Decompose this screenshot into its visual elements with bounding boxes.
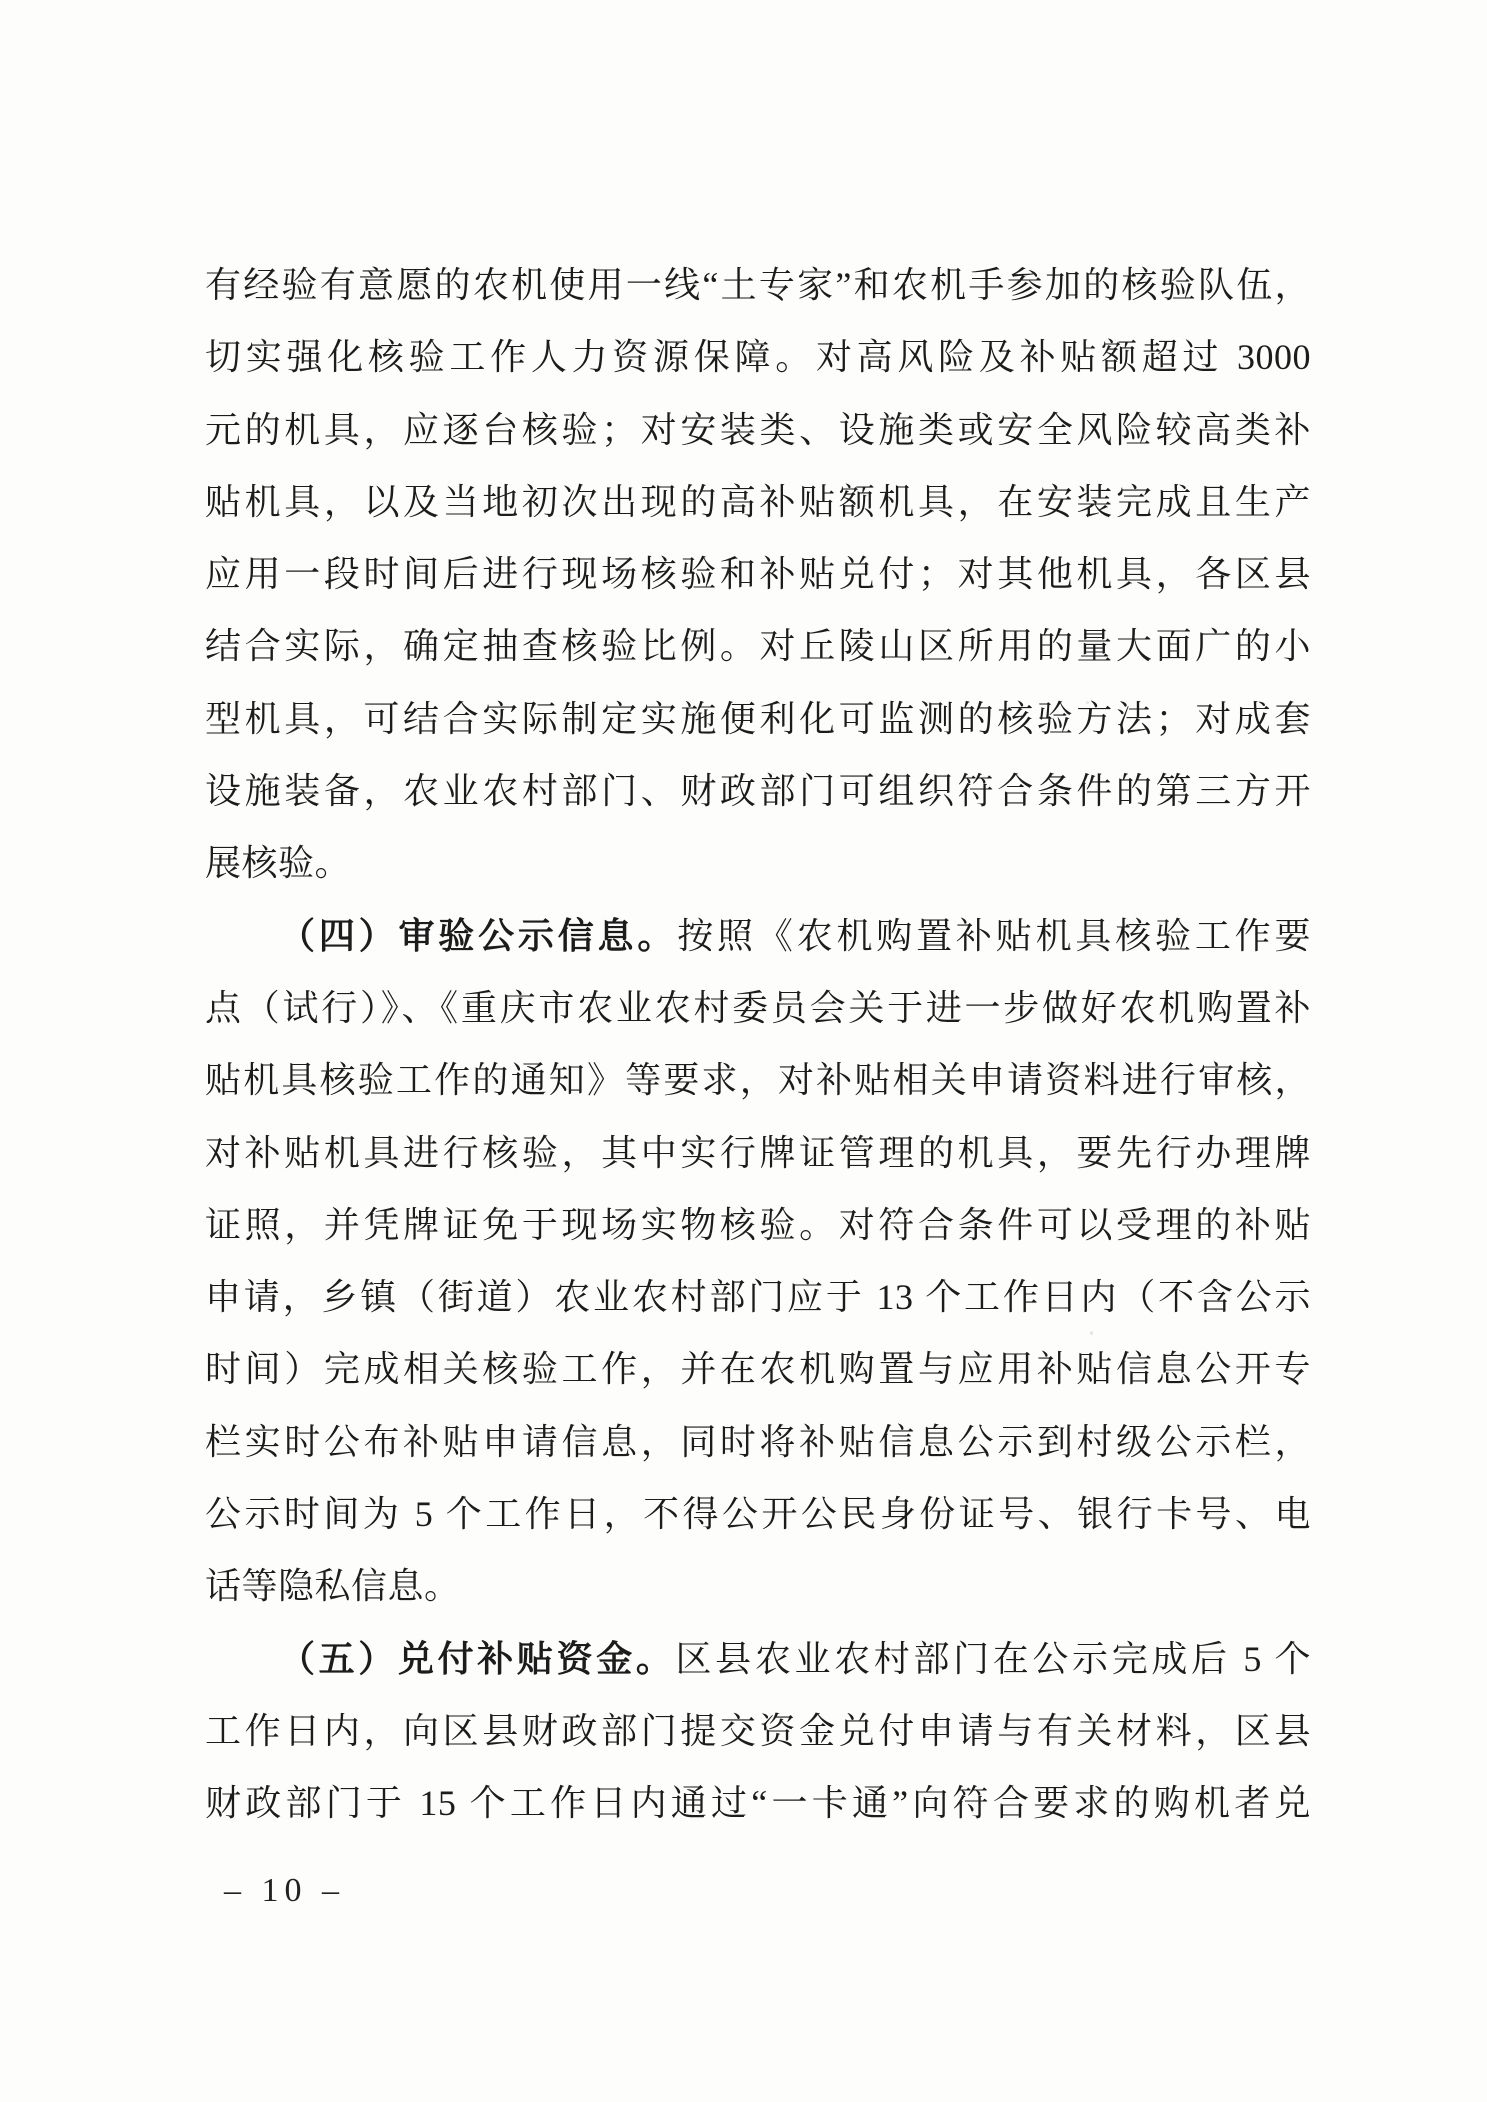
text-line [205,610,1311,682]
text-line [205,827,1311,899]
body-text: 栏实时公布补贴申请信息，同时将补贴信息公示到村级公示栏， [205,1421,1311,1462]
body-text: 型机具，可结合实际制定实施便利化可监测的核验方法；对成套 [205,698,1311,739]
text-line [205,1478,1311,1550]
scan-speck [1090,1331,1093,1335]
body-text: 话等隐私信息。 [205,1566,461,1607]
text-line [205,466,1311,538]
page-number: – 10 – [224,1872,345,1909]
text-line [205,1767,1311,1839]
text-line [205,1261,1311,1333]
section-heading-text: （五）兑付补贴资金。 [279,1638,676,1679]
body-text: 切实强化核验工作人力资源保障。对高风险及补贴额超过 3000 [205,337,1311,378]
body-text: 财政部门于 15 个工作日内通过“一卡通”向符合要求的购机者兑 [205,1783,1311,1824]
text-line [205,683,1311,755]
body-text: 贴机具核验工作的通知》等要求，对补贴相关申请资料进行审核， [205,1060,1311,1101]
body-text: 展核验。 [205,843,352,884]
body-text: 按照《农机购置补贴机具核验工作要 [677,915,1311,956]
text-line [205,1623,1311,1695]
body-text: 对补贴机具进行核验，其中实行牌证管理的机具，要先行办理牌 [205,1132,1311,1173]
text-line [205,394,1311,466]
text-line [205,1406,1311,1478]
body-text: 元的机具，应逐台核验；对安装类、设施类或安全风险较高类补 [205,409,1311,450]
body-text: 公示时间为 5 个工作日，不得公开公民身份证号、银行卡号、电 [205,1494,1311,1535]
section-heading-text: （四）审验公示信息。 [279,915,678,956]
text-line [205,755,1311,827]
text-block [205,249,1311,1840]
text-line [205,538,1311,610]
body-text: 时间）完成相关核验工作，并在农机购置与应用补贴信息公开专 [205,1349,1311,1390]
text-line [205,972,1311,1044]
text-line [205,1333,1311,1405]
text-line [205,1550,1311,1622]
body-text: 应用一段时间后进行现场核验和补贴兑付；对其他机具，各区县 [205,554,1311,595]
body-text: 工作日内，向区县财政部门提交资金兑付申请与有关材料，区县 [205,1710,1311,1751]
body-text: 结合实际，确定抽查核验比例。对丘陵山区所用的量大面广的小 [205,626,1311,667]
body-text: 点（试行）》、《重庆市农业农村委员会关于进一步做好农机购置补 [205,987,1311,1028]
body-text: 有经验有意愿的农机使用一线“土专家”和农机手参加的核验队伍， [205,265,1311,305]
body-text: 设施装备，农业农村部门、财政部门可组织符合条件的第三方开 [205,771,1311,812]
text-line [205,900,1311,972]
text-line [205,1117,1311,1189]
body-text: 申请，乡镇（街道）农业农村部门应于 13 个工作日内（不含公示 [205,1277,1311,1318]
body-text: 贴机具，以及当地初次出现的高补贴额机具，在安装完成且生产 [205,481,1311,522]
scan-speck [1082,434,1086,437]
text-line [205,1695,1311,1767]
text-line [205,1189,1311,1261]
text-line [205,321,1311,393]
body-text: 证照，并凭牌证免于现场实物核验。对符合条件可以受理的补贴 [205,1204,1311,1245]
text-line [205,249,1311,321]
scan-speck [1086,701,1089,704]
text-line [205,1044,1311,1116]
body-text: 区县农业农村部门在公示完成后 5 个 [675,1638,1311,1679]
